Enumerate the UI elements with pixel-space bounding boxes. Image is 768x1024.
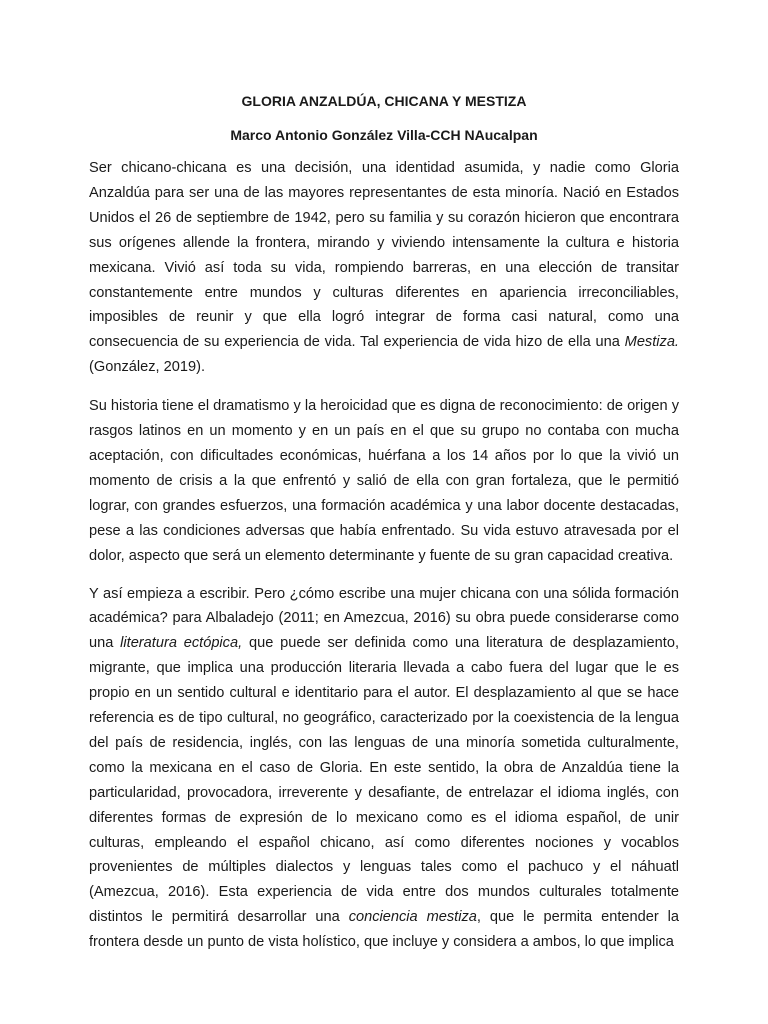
paragraph-3-text-a: Y así empieza a escribir. Pero ¿cómo escribe una mujer chicana con una sólida formación académica? para Albaladejo (2011; en Amezcua, 2016) su obra puede considerarse como una bbox=[89, 585, 679, 652]
paragraph-3-text-c: , que le permita entender la frontera desde un punto de vista holístico, que incluye y considera a ambos, lo que implica bbox=[89, 909, 679, 951]
paragraph-3-emphasis-1: literatura ectópica, bbox=[120, 635, 243, 652]
document-title: GLORIA ANZALDÚA, CHICANA Y MESTIZA bbox=[241, 93, 527, 109]
paragraph-1-citation: (González, 2019). bbox=[89, 359, 206, 376]
paragraph-2: Su historia tiene el dramatismo y la heroicidad que es digna de reconocimiento: de origen y rasgos latinos en un momento y en un país en el que su grupo no contaba con mucha aceptación, con dificultades económicas, huérfana a los 14 años por lo que la vivió un momento de crisis a la que enfrentó y salió de ella con gran fortaleza, que le permitió lograr, con grandes esfuerzos, una formación académica y una labor docente destacadas, pese a las condiciones adversas que había enfrentado. Su vida estuvo atravesada por el dolor, aspecto que será un elemento determinante y fuente de su gran capacidad creativa. bbox=[89, 398, 679, 564]
paragraph-1-emphasis: Mestiza. bbox=[624, 334, 679, 351]
paragraph-3-text-b: que puede ser definida como una literatura de desplazamiento, migrante, que implica una producción literaria llevada a cabo fuera del lugar que le es propio en un sentido cultural e identitario para el autor. El desplazamiento al que se hace referencia es de tipo cultural, no geográfico, caracterizado por la coexistencia de la lengua del país de residencia, inglés, con las lenguas de una minoría sometida culturalmente, como la mexicana en el caso de Gloria. En este sentido, la obra de Anzaldúa tiene la particularidad, provocadora, irreverente y desafiante, de entrelazar el idioma inglés, con diferentes formas de expresión de lo mexicano como es el idioma español, de unir culturas, empleando el español chicano, así como diferentes nociones y vocablos provenientes de múltiples dialectos y lenguas tales como el pachuco y el náhuatl (Amezcua, 2016). Esta experiencia de vida entre dos mundos culturales totalmente distintos le permitirá desarrollar una bbox=[89, 635, 680, 926]
paragraph-3-emphasis-2: conciencia mestiza bbox=[348, 909, 477, 926]
document-body bbox=[89, 91, 679, 955]
paragraph-1 bbox=[89, 156, 679, 380]
paragraph-3 bbox=[89, 582, 679, 956]
document-author: Marco Antonio González Villa-CCH NAucalpan bbox=[230, 127, 538, 143]
paragraph-1-text: Ser chicano-chicana es una decisión, una identidad asumida, y nadie como Gloria Anzaldúa para ser una de las mayores representantes de esta minoría. Nació en Estados Unidos el 26 de septiembre de 1942, pero su familia y su corazón hicieron que encontrara sus orígenes allende la frontera, mirando y viviendo intensamente la cultura e historia mexicana. Vivió así toda su vida, rompiendo barreras, en una elección de transitar constantemente entre mundos y culturas diferentes en apariencia irreconciliables, imposibles de reunir y que ella logró integrar de forma casi natural, como una consecuencia de su experiencia de vida. Tal experiencia de vida hizo de ella una bbox=[89, 160, 679, 351]
